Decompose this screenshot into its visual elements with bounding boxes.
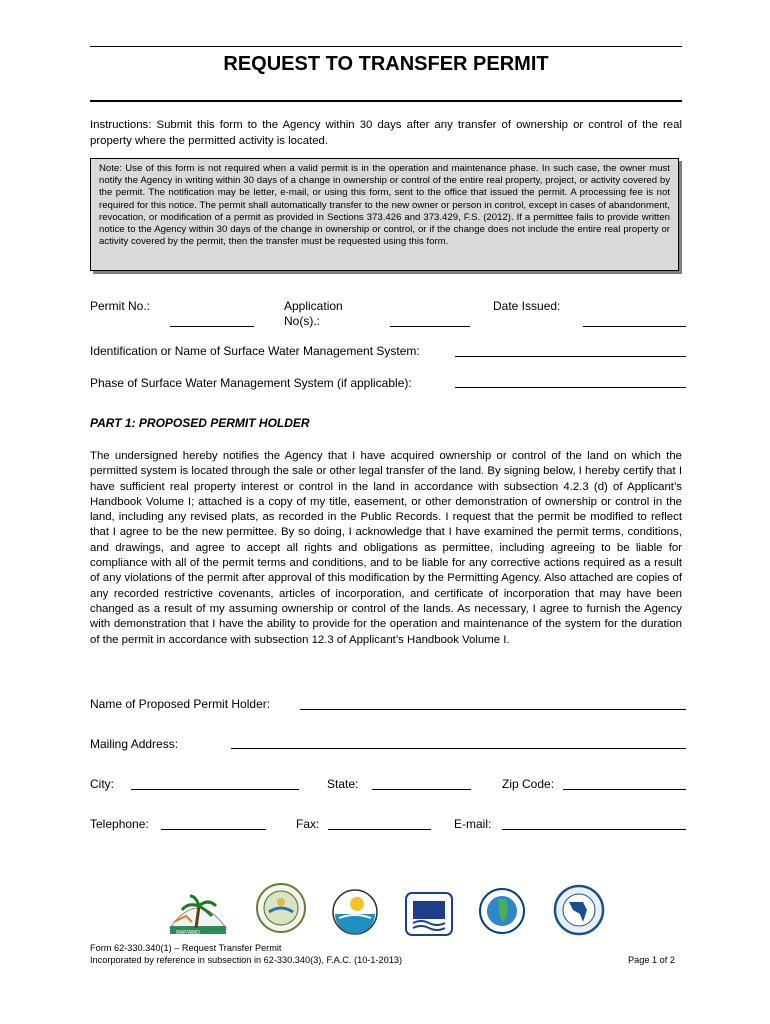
application-no-field[interactable]	[390, 326, 470, 327]
state-field[interactable]	[372, 789, 471, 790]
round-seal-icon	[331, 888, 379, 936]
swfwmd-logo	[404, 891, 454, 937]
nwfwmd-logo-text: NWFWMD	[176, 930, 200, 936]
proposed-holder-name-label: Name of Proposed Permit Holder:	[90, 697, 271, 711]
phase-field[interactable]	[455, 387, 686, 388]
zip-code-label: Zip Code:	[502, 777, 555, 791]
title-top-rule	[90, 46, 682, 47]
square-seal-icon	[404, 891, 454, 937]
part1-body: The undersigned hereby notifies the Agency that I have acquired ownership or control of the land on which the permitted system is located through the sale or other legal transfer of the land. By signing below, I hereby certify that I have sufficient real property interest or control in the land in accordance with subsection 4.2.3 (d) of Applicant’s Handbook Volume I; attached is a copy of my title, easement, or other demonstration of ownership or control in the land, including any revised plats, as recorded in the Public Records. I request that the permit be modified to reflect that I agree to be the new permittee. By so doing, I acknowledge that I have examined the permit terms, conditions, and drawings, and agree to accept all rights and obligations as permittee, including agreeing to be liable for compliance with all of the permit terms and conditions, and to be liable for any corrective actions required as a result of any violations of the permit after approval of this modification by the Permitting Agency. Also attached are copies of any recorded restrictive covenants, articles of incorporation, and certificate of incorporation that may have been changed as a result of my assuming ownership or control of the lands. As necessary, I agree to furnish the Agency with demonstration that I have the ability to provide for the operation and maintenance of the system for the duration of the permit in accordance with subsection 12.3 of Applicant’s Handbook Volume I.	[90, 450, 682, 646]
zip-code-field[interactable]	[563, 789, 686, 790]
sfwmd-logo	[478, 887, 526, 935]
page-title: REQUEST TO TRANSFER PERMIT	[223, 53, 549, 75]
nwfwmd-logo	[166, 888, 230, 938]
fdep-logo	[553, 884, 605, 936]
round-seal-icon	[553, 884, 605, 936]
application-no-label-1: Application	[284, 299, 343, 313]
application-no-label-2: No(s).:	[284, 314, 320, 328]
round-seal-icon	[478, 887, 526, 935]
identification-label: Identification or Name of Surface Water Management System:	[90, 344, 420, 358]
state-label: State:	[327, 777, 359, 791]
identification-field[interactable]	[455, 356, 686, 357]
note-text: Note: Use of this form is not required when a valid permit is in the operation and maintenance phase. In such case, the owner must notify the Agency in writing within 30 days of a change in ownership or control of the entire real property, project, or activity covered by the permit. The notification may be letter, e-mail, or using this form, sent to the office that issued the permit. A processing fee is not required for this notice. The permit shall automatically transfer to the new owner or person in control, except in cases of abandonment, revocation, or modification of a permit as provided in Sections 373.426 and 373.429, F.S. (2012). If a permittee fails to provide written notice to the Agency within 30 days of the change in ownership or control, or if the change does not include the entire real property or activity covered by the permit, then the transfer must be requested using this form.	[99, 163, 670, 248]
permit-no-label: Permit No.:	[90, 299, 151, 313]
city-field[interactable]	[131, 789, 299, 790]
instructions: Instructions: Submit this form to the Agency within 30 days after any transfer of ownership or control of the real property where the permitted activity is located.	[90, 119, 682, 147]
mailing-address-field[interactable]	[231, 748, 686, 749]
date-issued-field[interactable]	[583, 326, 686, 327]
note-box	[90, 158, 679, 271]
mailing-address-label: Mailing Address:	[90, 737, 179, 751]
date-issued-label: Date Issued:	[493, 299, 561, 313]
email-field[interactable]	[502, 829, 686, 830]
telephone-label: Telephone:	[90, 817, 149, 831]
telephone-field[interactable]	[161, 829, 266, 830]
round-seal-icon	[255, 882, 307, 934]
part1-heading: PART 1: PROPOSED PERMIT HOLDER	[90, 416, 310, 430]
footer-incorporated: Incorporated by reference in subsection in 62-330.340(3), F.A.C. (10-1-2013)	[90, 955, 403, 965]
city-label: City:	[90, 777, 114, 791]
phase-label: Phase of Surface Water Management System (if applicable):	[90, 376, 412, 390]
fax-label: Fax:	[296, 817, 320, 831]
proposed-holder-name-field[interactable]	[300, 709, 686, 710]
title-bottom-rule	[90, 100, 682, 102]
email-label: E-mail:	[454, 817, 492, 831]
permit-no-field[interactable]	[170, 326, 254, 327]
footer-page-number: Page 1 of 2	[628, 955, 675, 965]
sjrwmd-logo	[331, 888, 379, 936]
srwmd-logo	[255, 882, 307, 934]
palm-tree-seal-icon	[166, 888, 230, 938]
footer-form-id: Form 62-330.340(1) – Request Transfer Permit	[90, 943, 282, 953]
fax-field[interactable]	[328, 829, 431, 830]
